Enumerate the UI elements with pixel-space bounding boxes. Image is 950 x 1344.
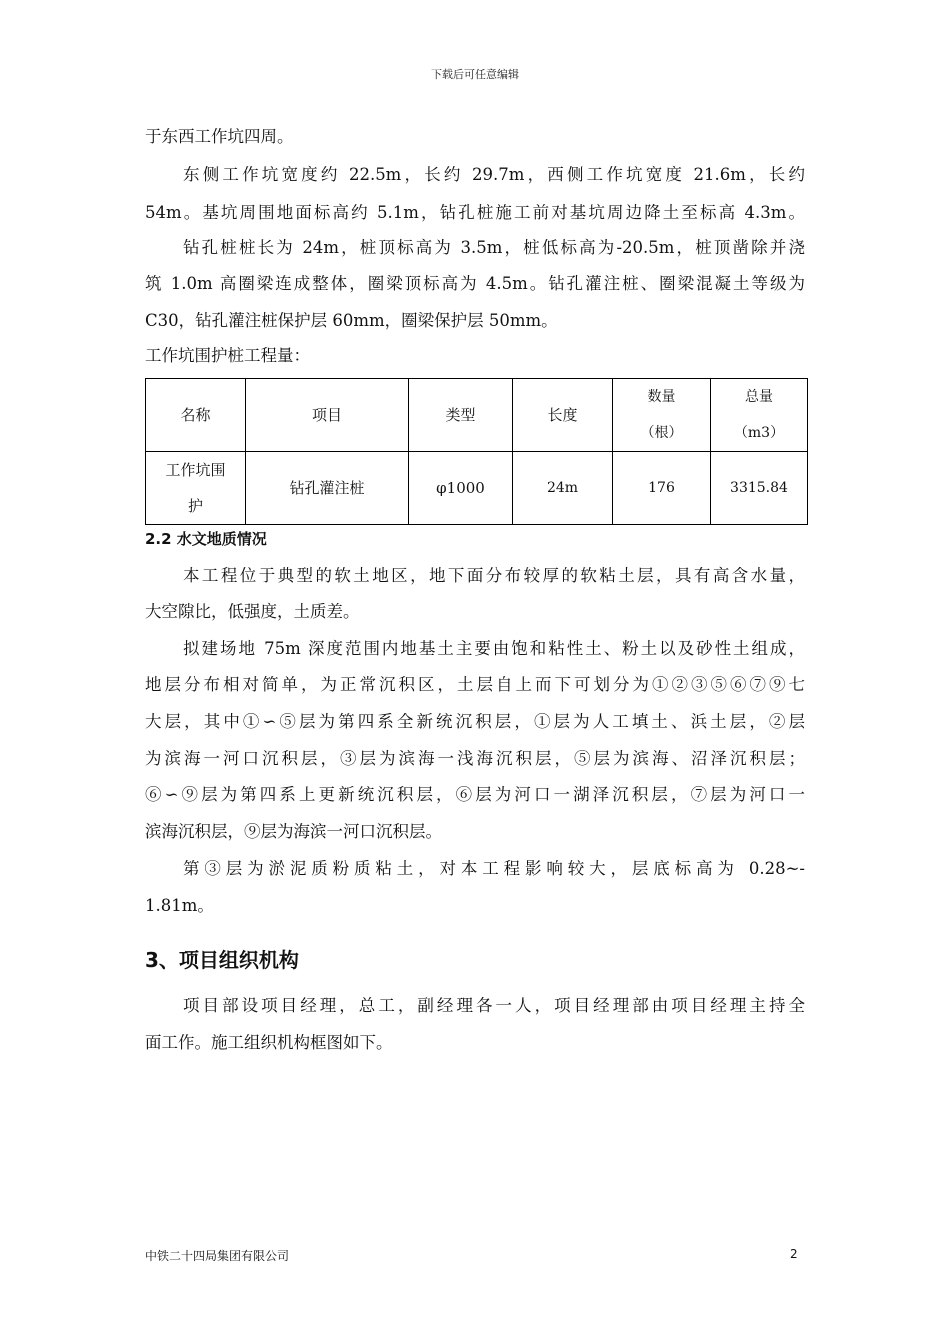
header-type: 类型 <box>409 379 513 452</box>
body-text-line: ⑥∽⑨层为第四系上更新统沉积层，⑥层为河口一湖泽沉积层，⑦层为河口一 <box>145 785 805 804</box>
body-text-line: 钻孔桩桩长为 24m，桩顶标高为 3.5m，桩低标高为-20.5m，桩顶凿除并浇 <box>183 238 805 257</box>
header-name: 名称 <box>146 379 246 452</box>
body-text-line: 项目部设项目经理，总工，副经理各一人，项目经理部由项目经理主持全 <box>183 996 805 1015</box>
body-text-line: 为滨海一河口沉积层，③层为滨海一浅海沉积层，⑤层为滨海、沼泽沉积层； <box>145 749 805 768</box>
header-total-label: 总量 <box>745 389 773 405</box>
page-header-note: 下载后可任意编辑 <box>431 68 519 81</box>
body-text-line: C30，钻孔灌注桩保护层 60mm，圈梁保护层 50mm。 <box>145 311 558 330</box>
footer-company: 中铁二十四局集团有限公司 <box>145 1249 290 1263</box>
body-text-line: 拟建场地 75m 深度范围内地基土主要由饱和粘性土、粉土以及砂性土组成， <box>183 639 805 658</box>
section-heading-2-2: 2.2 水文地质情况 <box>145 530 267 548</box>
header-quantity-label: 数量 <box>647 389 676 405</box>
body-text-line: 大层，其中①∽⑤层为第四系全新统沉积层，①层为人工填土、浜土层，②层 <box>145 712 805 731</box>
body-text-line: 地层分布相对简单，为正常沉积区，土层自上而下可划分为①②③⑤⑥⑦⑨七 <box>145 675 805 694</box>
cell-name-line1: 工作坑围 <box>165 461 226 479</box>
cell-name-line2: 护 <box>187 497 203 515</box>
body-text-line: 1.81m。 <box>145 896 214 915</box>
section-heading-3: 3、项目组织机构 <box>145 948 299 972</box>
table-row <box>146 452 808 525</box>
cell-total: 3315.84 <box>711 452 808 525</box>
body-text-line: 面工作。施工组织机构框图如下。 <box>145 1033 393 1052</box>
body-text-line: 于东西工作坑四周。 <box>145 127 294 146</box>
header-quantity <box>613 379 711 452</box>
pile-quantity-table <box>145 378 808 525</box>
footer-page-number: 2 <box>790 1247 798 1261</box>
body-text-line: 筑 1.0m 高圈梁连成整体，圈梁顶标高为 4.5m。钻孔灌注桩、圈梁混凝土等级为 <box>145 274 805 293</box>
body-text-line: 第③层为淤泥质粉质粘土，对本工程影响较大，层底标高为 0.28~- <box>183 859 805 878</box>
cell-quantity: 176 <box>613 452 711 525</box>
header-item: 项目 <box>246 379 409 452</box>
header-quantity-unit: （根） <box>640 425 683 441</box>
cell-length: 24m <box>513 452 613 525</box>
header-length: 长度 <box>513 379 613 452</box>
header-total-unit: （m3） <box>733 425 785 441</box>
table-caption: 工作坑围护桩工程量： <box>145 346 310 365</box>
body-text-line: 大空隙比，低强度，土质差。 <box>145 602 360 621</box>
cell-name <box>146 452 246 525</box>
header-total <box>711 379 808 452</box>
body-text-line: 本工程位于典型的软土地区，地下面分布较厚的软粘土层，具有高含水量， <box>183 566 805 585</box>
body-text-line: 滨海沉积层，⑨层为海滨一河口沉积层。 <box>145 822 442 841</box>
table-header-row <box>146 379 808 452</box>
body-text-line: 54m。基坑周围地面标高约 5.1m，钻孔桩施工前对基坑周边降土至标高 4.3m。 <box>145 203 805 222</box>
cell-item: 钻孔灌注桩 <box>246 452 409 525</box>
body-text-line: 东侧工作坑宽度约 22.5m，长约 29.7m，西侧工作坑宽度 21.6m，长约 <box>183 165 805 184</box>
cell-type: φ1000 <box>409 452 513 525</box>
